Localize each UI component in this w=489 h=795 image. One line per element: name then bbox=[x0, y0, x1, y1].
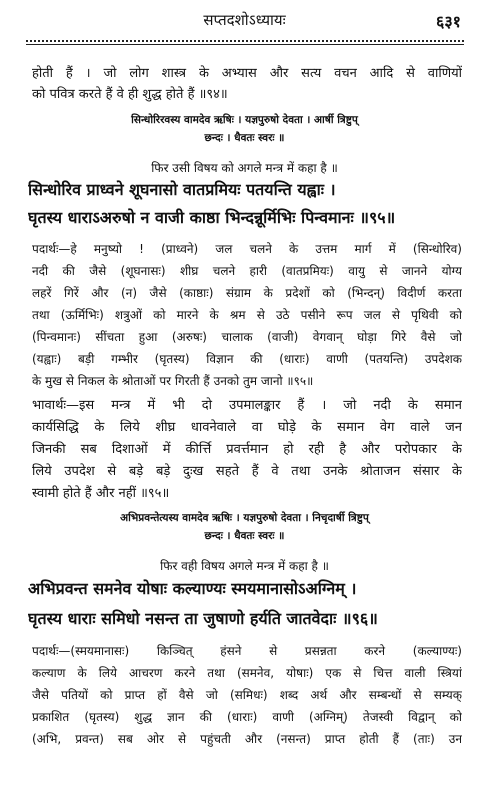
intro-line: फिर उसी विषय को अगले मन्त्र में कहा है ॥ bbox=[151, 161, 338, 175]
header-rule-dotted bbox=[26, 40, 464, 42]
bhavarth-line: स्वामी होते हैं और नहीं ॥९५॥ bbox=[32, 486, 170, 501]
page-header bbox=[0, 10, 489, 32]
padarth-line: पदार्थः—हे मनुष्यो ! (प्राध्वने) जल चलने के उत्तम मार्ग में (सिन्धोरिव) bbox=[32, 242, 462, 256]
padarth-line: (अभि, प्रवन्त) सब ओर से पहुंचती और (नसन्त) प्राप्त होती हैं (ताः) उन bbox=[32, 732, 462, 746]
verse-line: घृतस्य धाराः समिधो नसन्त ता जुषाणो हर्यति जातवेदाः ॥९६॥ bbox=[28, 609, 378, 628]
bhavarth-line: भावार्थः—इस मन्त्र में भी दो उपमालङ्कार हैं । जो नदी के समान bbox=[32, 398, 462, 413]
mantra-meta: सिन्धोरिरवस्य वामदेव ऋषिः । यज्ञपुरुषो देवता । आर्षी त्रिष्टुप् bbox=[131, 114, 358, 126]
bhavarth-line: जिनकी सब दिशाओं में कीर्त्ति प्रवर्त्तमान हो रही है और परोपकार के bbox=[32, 442, 462, 457]
padarth-line: प्रकाशित (घृतस्य) शुद्ध ज्ञान की (धाराः) वाणी (अग्निम्) तेजस्वी विद्वान् को bbox=[32, 710, 462, 724]
bhavarth-line: कार्यसिद्धि के लिये शीघ्र धावनेवाले वा घोड़े के समान वेग वाले जन bbox=[32, 420, 462, 435]
bhavarth-line: लिये उपदेश से बड़े बड़े दुःख सहते हैं वे तथा उनके श्रोताजन संसार के bbox=[32, 464, 462, 479]
header-rule bbox=[26, 44, 464, 45]
padarth-line: के मुख से निकल के श्रोताओं पर गिरती हैं उनको तुम जानो ॥९५॥ bbox=[32, 374, 314, 388]
verse-line: सिन्धोरिव प्राध्वने शूघनासो वातप्रमियः पतयन्ति यह्वाः । bbox=[28, 180, 336, 199]
text-line: होती हैं । जो लोग शास्त्र के अभ्यास और सत्य वचन आदि से वाणियों bbox=[32, 66, 462, 81]
padarth-line: तथा (ऊर्मिभिः) शत्रुओं को मारने के श्रम से उठे पसीने रूप जल से पृथिवी को bbox=[32, 308, 462, 322]
padarth-line: कल्याण के लिये आचरण करने तथा (समनेव, योषाः) एक से चित्त वाली स्त्रियां bbox=[32, 666, 462, 680]
chapter-title: सप्तदशोऽध्यायः bbox=[203, 11, 286, 29]
page-number: ६३१ bbox=[436, 12, 461, 31]
padarth-line: पदार्थः—(स्मयमानासः) किञ्चित् हंसने से प्रसन्नता करने (कल्याण्यः) bbox=[32, 644, 462, 658]
text-line: को पवित्र करते हैं वे ही शुद्ध होते हैं ॥९४॥ bbox=[32, 87, 228, 102]
padarth-line: लहरें गिरें और (न) जैसे (काष्ठाः) संग्राम के प्रदेशों को (भिन्दन्) विदीर्ण करता bbox=[32, 286, 462, 300]
verse-line: घृतस्य धाराऽअरुषो न वाजी काष्ठा भिन्दन्नूर्मिभिः पिन्वमानः ॥९५॥ bbox=[28, 208, 396, 227]
intro-line: फिर वही विषय अगले मन्त्र में कहा है ॥ bbox=[160, 559, 329, 573]
padarth-line: (पिन्वमानः) सींचता हुआ (अरुषः) चालाक (वाजी) वेगवान् घोड़ा गिरे वैसे जो bbox=[32, 330, 462, 344]
padarth-line: जैसे पतियों को प्राप्त हों वैसे जो (समिधः) शब्द अर्थ और सम्बन्धों से सम्यक् bbox=[32, 688, 462, 702]
mantra-meta: छन्दः । धैवतः स्वरः ॥ bbox=[204, 530, 285, 542]
mantra-meta: छन्दः । धैवतः स्वरः ॥ bbox=[204, 132, 285, 144]
verse-line: अभिप्रवन्त समनेव योषाः कल्याण्यः स्मयमानासोऽअग्निम् । bbox=[28, 579, 357, 598]
mantra-meta: अभिप्रवन्तेत्यस्य वामदेव ऋषिः । यज्ञपुरुषो देवता । निचृदार्षी त्रिष्टुप् bbox=[120, 512, 369, 524]
padarth-line: (यह्वाः) बड़ी गम्भीर (घृतस्य) विज्ञान की (धाराः) वाणी (पतयन्ति) उपदेशक bbox=[32, 352, 462, 366]
padarth-line: नदी की जैसे (शूघनासः) शीघ्र चलने हारी (वातप्रमियः) वायु से जानने योग्य bbox=[32, 264, 462, 278]
